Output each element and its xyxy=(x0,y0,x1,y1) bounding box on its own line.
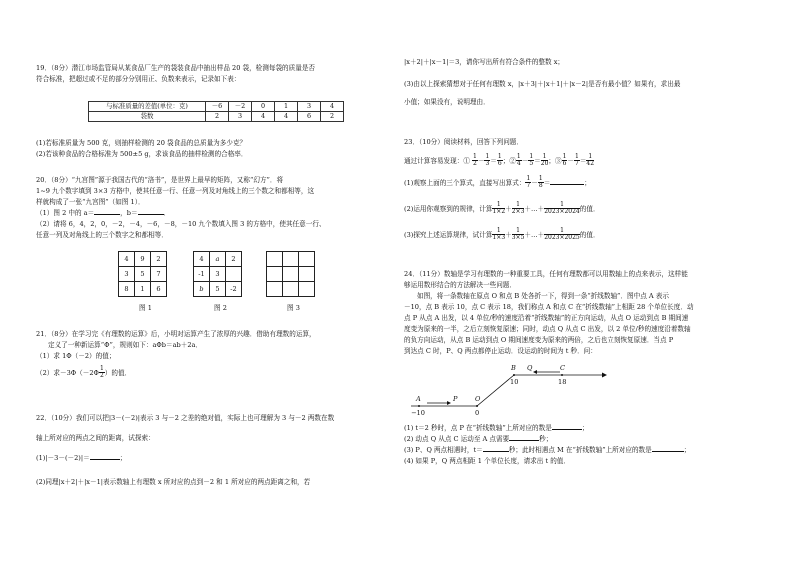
fig2-caption: 图 2 xyxy=(214,304,227,312)
point-a xyxy=(418,405,420,407)
table-cell: 2 xyxy=(206,112,229,122)
fraction: $\frac{1}{8}$ xyxy=(538,175,543,190)
grid-cell xyxy=(226,267,242,282)
tick-label-18: 18 xyxy=(558,378,567,386)
magic-square-fig2 xyxy=(193,251,242,297)
fraction: $\frac{1}{7}$ xyxy=(575,153,579,168)
grid-cell: 2 xyxy=(151,252,167,267)
grid-cell: 6 xyxy=(151,282,167,297)
fraction: $\frac{1}{5}$ xyxy=(529,153,534,168)
q23-line1: 23．（10分）阅读材料，回答下列问题． xyxy=(404,138,523,146)
fraction: $\frac{1}{2023\times 2024}$ xyxy=(544,201,580,216)
fraction: $\frac{1}{6}$ xyxy=(497,153,502,168)
q22-sub2: (2)同理|x＋2|＋|x－1|表示数轴上有理数 x 所对应的点到－2 和 1 所对应的两点距离之和，若 xyxy=(36,478,311,486)
grid-cell xyxy=(283,267,299,282)
grid-cell xyxy=(267,267,283,282)
answer-blank xyxy=(138,214,164,215)
grid-cell: 4 xyxy=(119,252,135,267)
label-p: P xyxy=(453,395,458,403)
q24-line4: －10，点 B 表示 10，点 C 表示 18，我们称点 A 和点 C 在“折线数轴”上相距 28 个单位长度．动 xyxy=(404,303,694,311)
grid-cell: 5 xyxy=(135,267,151,282)
magic-square-fig3 xyxy=(266,251,315,297)
q19-sub2: (2)若该种食品的合格标准为 500±5 g，求该食品的抽样检测的合格率． xyxy=(36,150,248,158)
q24-line6: 度变为原来的一半，之后立刻恢复原速；同时，动点 Q 从点 C 出发，以 2 单位/秒的速度沿着数轴 xyxy=(404,325,691,333)
tick-label-0: 0 xyxy=(475,409,480,417)
table-cell: －6 xyxy=(206,102,229,112)
grid-cell: -2 xyxy=(226,282,242,297)
q19-line1: 19．（8分）潜江市场监管局从某食品厂生产的袋装食品中抽出样品 20 袋，检测每袋的质量是否 xyxy=(36,64,316,72)
q23-sub2: (2)运用你观察到的规律，计算 $\frac{1}{1\times 2}$ ＋ $\frac{1}{2\times 3}$ ＋…＋ $\frac{1}{2023\times 2024}$ 的值． xyxy=(404,201,600,216)
grid-cell: 8 xyxy=(119,282,135,297)
answer-blank xyxy=(483,451,509,452)
table-cell: 4 xyxy=(321,102,344,112)
label-q: Q xyxy=(527,364,533,372)
q22-line1: 22．（10分）我们可以把|3－(－2)|表示 3 与－2 之差的绝对值，实际上也可理解为 3 与－2 两数在数 xyxy=(36,414,335,422)
q21-sub2-b: ）的值． xyxy=(104,368,132,377)
grid-cell xyxy=(299,282,315,297)
fraction: $\frac{1}{1\times 2}$ xyxy=(492,201,506,216)
grid-cell xyxy=(267,252,283,267)
fraction: $\frac{1}{6}$ xyxy=(562,153,567,168)
arrow-right-icon xyxy=(447,401,451,405)
table-header-cell: 袋数 xyxy=(89,112,206,122)
answer-blank xyxy=(550,184,584,185)
q21-sub2 xyxy=(36,366,131,380)
fraction: $\frac{1}{2}$ xyxy=(473,153,477,168)
fraction: $\frac{1}{3}$ xyxy=(485,153,490,168)
tick-label-neg10: −10 xyxy=(411,409,425,417)
table-row xyxy=(89,102,344,112)
q24-line5: 点 P 从点 A 出发，以 4 单位/秒的速度沿着“折线数轴”的正方向运动，从点 O 运动到点 B 期间速 xyxy=(404,314,689,322)
q24-sub1: (1) t＝2 秒时，点 P 在“折线数轴”上所对应的数是 ； xyxy=(404,424,589,432)
fig3-caption: 图 3 xyxy=(287,304,300,312)
grid-cell: 9 xyxy=(135,252,151,267)
axis-segment-fold xyxy=(477,375,514,406)
q20-sub1-a: （1）图 2 中的 a＝ xyxy=(36,209,95,217)
tick-label-10: 10 xyxy=(510,378,519,386)
grid-cell: a xyxy=(210,252,226,267)
table-cell: 4 xyxy=(275,112,298,122)
q24-sub4: (4) 如果 P，Q 两点相距 1 个单位长度，请求出 t 的值． xyxy=(404,457,570,465)
grid-cell: 5 xyxy=(210,282,226,297)
fraction: $\frac{1}{4}$ xyxy=(516,153,521,168)
grid-cell: -1 xyxy=(194,267,210,282)
q20-sub2b: 任意一列及对角线上的三个数字之和都相等． xyxy=(36,231,168,239)
q24-line7: 的负方向运动，从点 B 运动到点 O 期间速度变为原来的两倍，之后也立刻恢复原速．当点 P xyxy=(404,336,674,344)
q20-sub1-c: ． xyxy=(163,209,171,217)
table-cell: 1 xyxy=(275,102,298,112)
table-cell: 3 xyxy=(229,112,252,122)
fraction: $\frac{1}{42}$ xyxy=(586,153,595,168)
fraction: $\frac{1}{1\times 3}$ xyxy=(492,227,506,242)
q22-sub1 xyxy=(36,454,126,463)
q24-line3: 如图，将一条数轴在原点 O 和点 B 处各折一下，得到一条“折线数轴”．图中点 A 表示 xyxy=(417,292,669,300)
q20-sub1 xyxy=(36,209,170,218)
fraction: $\frac{1}{7}$ xyxy=(526,175,531,190)
table-cell: 6 xyxy=(298,112,321,122)
table-cell: 0 xyxy=(252,102,275,112)
answer-blank xyxy=(94,214,120,215)
grid-cell: 3 xyxy=(119,267,135,282)
grid-cell xyxy=(267,282,283,297)
fraction: $\frac{1}{2\times 3}$ xyxy=(511,201,525,216)
q22-sub1-a: (1)|－3－(－2)|＝ xyxy=(36,454,90,462)
q22-sub3: (3)由以上探索猜想对于任何有理数 x，|x＋3|＋|x＋1|＋|x－2|是否有最小值？如果有，求出最 xyxy=(404,80,681,88)
q24-sub3: (3) P、Q 两点相遇时，t＝ 秒；此时相遇点 M 在“折线数轴”上所对应的数是 ； xyxy=(404,446,691,454)
magic-square-fig1 xyxy=(118,251,167,297)
answer-blank xyxy=(652,451,684,452)
q21-sub2-a: （2）求－3Φ（－2Φ xyxy=(36,368,99,377)
q21-line1: 21．（8分）在学习完《有理数的运算》后，小明对运算产生了浓厚的兴趣．借助有理数的运算， xyxy=(36,330,316,338)
grid-cell: 7 xyxy=(151,267,167,282)
table-cell: 3 xyxy=(298,102,321,112)
q22-sub3b: 小值；如果没有，说明理由． xyxy=(404,98,490,106)
fraction: $\frac{1}{20}$ xyxy=(540,153,549,168)
fig1-caption: 图 1 xyxy=(139,304,152,312)
q21-sub1: （1）求 1Φ（－2）的值； xyxy=(36,352,116,360)
grid-cell: 1 xyxy=(135,282,151,297)
q23-line2: 通过计算容易发现：① $\frac{1}{2}$ － $\frac{1}{3}$ ＝ $\frac{1}{6}$ ；② $\frac{1}{4}$ － $\frac{1}{5}$ ＝ $\frac{1}{20}$ ；③ $\frac{1}{6}$ － $\frac{1}{7}$ ＝ $\frac{1}{42}$ xyxy=(404,153,595,168)
q23-sub1: (1)观察上面的三个算式，直接写出算式： $\frac{1}{7}$ － $\frac{1}{8}$ ＝ ； xyxy=(404,175,591,190)
q20-line2: 1~9 九个数字填到 3×3 方格中，使其任意一行、任意一列及对角线上的三个数之和都相等，这 xyxy=(36,187,315,195)
table-cell: －2 xyxy=(229,102,252,112)
q20-sub2: （2）请将 6，4，2，0，－2，－4，－6，－8，－10 九个数填入图 3 的方格中，使其任意一行、 xyxy=(36,220,326,228)
grid-cell: 3 xyxy=(210,267,226,282)
q19-line2: 符合标准，把超过或不足的部分分别用正、负数来表示，记录如下表： xyxy=(36,75,241,83)
point-c xyxy=(561,374,563,376)
point-b xyxy=(513,374,515,376)
table-row xyxy=(89,112,344,122)
arrow-left-icon xyxy=(533,370,537,374)
folded-number-line-diagram xyxy=(397,360,794,420)
q21-line2: 定义了一种新运算“Φ”，规则如下：aΦb＝ab＋2a． xyxy=(48,341,203,349)
table-cell: 2 xyxy=(321,112,344,122)
answer-blank xyxy=(90,459,120,460)
q24-sub2: (2) 动点 Q 从点 C 运动至 A 点需要 秒； xyxy=(404,435,553,443)
fraction-numerator: 1 xyxy=(99,365,104,372)
q22-cont-line1: |x＋2|＋|x－1|＝3，请你写出所有符合条件的整数 x； xyxy=(404,58,565,66)
grid-cell xyxy=(283,252,299,267)
answer-blank xyxy=(552,429,582,430)
label-a: A xyxy=(416,395,421,403)
grid-cell xyxy=(299,252,315,267)
q19-table xyxy=(88,101,344,122)
fraction: $\frac{1}{3\times 5}$ xyxy=(511,227,525,242)
table-header-cell: 与标准质量的差值(单位：克) xyxy=(89,102,206,112)
q23-sub3: (3)探究上述运算规律，试计算 $\frac{1}{1\times 3}$ ＋ $\frac{1}{3\times 5}$ ＋…＋ $\frac{1}{2023\times 2025}$ 的值． xyxy=(404,227,600,242)
grid-cell: 2 xyxy=(226,252,242,267)
label-b: B xyxy=(511,364,516,372)
grid-cell xyxy=(283,282,299,297)
q24-line2: 够运用数形结合的方法解决一些问题． xyxy=(404,281,517,289)
q20-sub1-b: ，b＝ xyxy=(120,209,138,217)
q19-sub1: (1)若标准质量为 500 克，则抽样检测的 20 袋食品的总质量为多少克？ xyxy=(36,139,247,147)
q22-line2: 轴上所对应的两点之间的距离，试探索： xyxy=(36,434,155,442)
q23-line2-text: 通过计算容易发现：① xyxy=(404,156,470,165)
q20-line1: 20．（8分）“九宫图”源于我国古代的“洛书”，是世界上最早的矩阵，又称“幻方”．将 xyxy=(36,176,284,184)
grid-cell xyxy=(299,267,315,282)
q20-line3: 样就构成了一张“九宫图”（如图 1）． xyxy=(36,198,145,206)
answer-blank xyxy=(509,440,539,441)
arrow-head-icon xyxy=(602,373,607,378)
table-cell: 4 xyxy=(252,112,275,122)
fraction: $\frac{1}{2023\times 2025}$ xyxy=(544,227,580,242)
point-o xyxy=(476,405,478,407)
grid-cell: b xyxy=(194,282,210,297)
label-o: O xyxy=(475,395,481,403)
q22-sub1-b: ； xyxy=(119,454,127,462)
grid-cell: 4 xyxy=(194,252,210,267)
fraction-denominator: 2 xyxy=(99,372,104,380)
q24-line1: 24．（11分）数轴是学习有理数的一种重要工具，任何有理数都可以用数轴上的点来表示，这样能 xyxy=(404,270,688,278)
q24-line8: 到达点 C 时，P、Q 两点都停止运动．设运动的时间为 t 秒．问： xyxy=(404,347,597,355)
label-c: C xyxy=(560,364,566,372)
